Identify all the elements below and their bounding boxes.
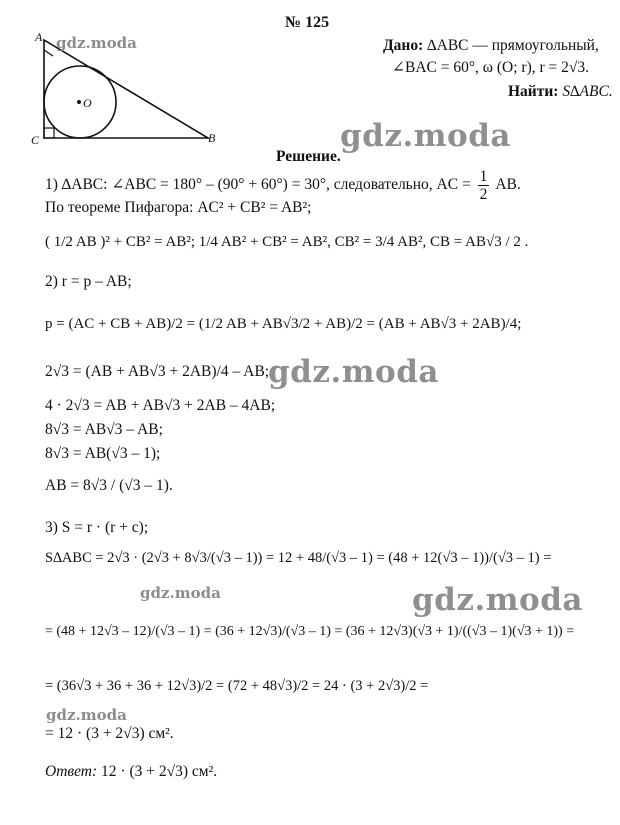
area-line-b: = (48 + 12√3 – 12)/(√3 – 1) = (36 + 12√3)/(√3 – 1) = (36 + 12√3)(√3 + 1)/((√3 – 1)(√3 + 1)) = [45, 624, 575, 639]
area-line: S∆ABC = 2√3 · (2√3 + 8√3/(√3 – 1)) = 12 + 48/(√3 – 1) = (48 + 12(√3 – 1))/(√3 – 1) = [45, 550, 552, 566]
equation-3: 8√3 = AB√3 – AB; [45, 421, 163, 438]
given-line1: Дано: ∆ABC — прямоугольный, [383, 37, 599, 54]
step2-line: 2) r = p – AB; [45, 273, 132, 290]
triangle-abc [44, 40, 208, 138]
angle-mark-a [44, 50, 53, 56]
watermark-small-mid: gdz.moda [140, 584, 221, 602]
find-line: Найти: S∆ABC. [508, 83, 613, 100]
given-line2: ∠BAC = 60°, ω (O; r), r = 2√3. [392, 59, 590, 76]
watermark-mid: gdz.moda [340, 118, 511, 154]
equation-4: 8√3 = AB(√3 – 1); [45, 445, 161, 462]
answer-line: Ответ: 12 · (3 + 2√3) см². [45, 763, 218, 780]
problem-number: № 125 [285, 14, 330, 31]
equation-1: 2√3 = (AB + AB√3 + 2AB)/4 – AB; [45, 363, 270, 380]
equation-2: 4 · 2√3 = AB + AB√3 + 2AB – 4AB; [45, 397, 276, 414]
area-line-c: = (36√3 + 36 + 36 + 12√3)/2 = (72 + 48√3)/2 = 24 · (3 + 2√3)/2 = [45, 678, 429, 694]
pythagoras-line: По теореме Пифагора: AC² + CB² = AB²; [45, 199, 312, 216]
right-angle-mark [44, 128, 54, 138]
center-point [77, 100, 81, 104]
watermark-bottom: gdz.moda [46, 706, 127, 724]
vertex-b-label: B [208, 131, 216, 145]
watermark-center: gdz.moda [268, 354, 439, 390]
vertex-a-label: A [35, 30, 43, 44]
center-label: O [83, 96, 92, 110]
equation-5: AB = 8√3 / (√3 – 1). [45, 477, 173, 494]
vertex-c-label: C [31, 133, 40, 147]
solution-title: Решение. [276, 148, 341, 165]
cb-derivation-line: ( 1/2 AB )² + CB² = AB²; 1/4 AB² + CB² = AB², CB² = 3/4 AB², CB = AB√3 / 2 . [45, 234, 529, 250]
area-result: = 12 · (3 + 2√3) см². [45, 725, 174, 742]
semiperimeter-line: p = (AC + CB + AB)/2 = (1/2 AB + AB√3/2 + AB)/2 = (AB + AB√3 + 2AB)/4; [45, 316, 522, 332]
watermark-top: gdz.moda [56, 34, 137, 52]
step1-line: 1) ∆ABC: ∠ABC = 180° – (90° + 60°) = 30°, следовательно, AC = $\frac{1}{2}$ AB. [45, 168, 521, 203]
watermark-right: gdz.moda [412, 582, 583, 618]
step3-line: 3) S = r · (r + c); [45, 519, 149, 536]
